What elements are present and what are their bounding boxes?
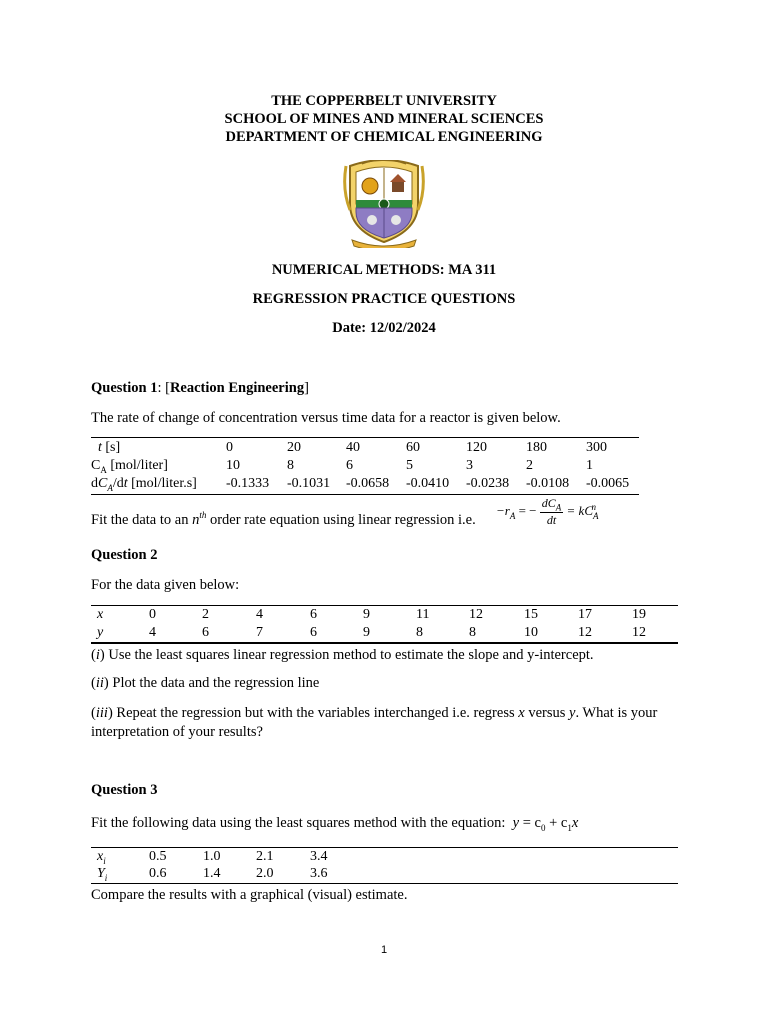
q1-label-dcadt: $dC_A/dt$ [mol/liter.s]: [91, 476, 197, 493]
q2-part-ii: (ii) Plot the data and the regression line: [91, 675, 320, 691]
q1-dcadt-cell: -0.0410: [406, 476, 450, 491]
q1-ca-cell: 5: [406, 458, 413, 473]
q2-y-cell: 6: [310, 625, 317, 640]
q1-t-cell: 300: [586, 440, 607, 455]
q2-x-cell: 2: [202, 607, 209, 622]
q3-label-y: $Y_i$: [97, 866, 108, 883]
date-title: Date: 12/02/2024: [332, 320, 436, 336]
q1-t-cell: 60: [406, 440, 420, 455]
q2-part-i: (i) Use the least squares linear regression method to estimate the slope and y-intercept.: [91, 647, 594, 663]
q1-t-cell: 120: [466, 440, 487, 455]
q2-y-cell: 12: [578, 625, 592, 640]
q2-y-cell: 8: [416, 625, 423, 640]
q1-dcadt-cell: -0.0065: [586, 476, 630, 491]
subject-title: REGRESSION PRACTICE QUESTIONS: [252, 291, 516, 307]
q1-t-cell: 180: [526, 440, 547, 455]
q2-y-cell: 6: [202, 625, 209, 640]
q1-label-t: t [s]: [98, 440, 121, 455]
q2-x-cell: 12: [469, 607, 483, 622]
q2-label-y: y: [97, 625, 104, 640]
q3-y-cell: 0.6: [149, 866, 167, 881]
q1-dcadt-cell: -0.1031: [287, 476, 331, 491]
q1-heading: Question 1: [Reaction Engineering]: [91, 380, 309, 396]
header-school: SCHOOL OF MINES AND MINERAL SCIENCES: [224, 111, 544, 127]
q2-intro: For the data given below:: [91, 577, 240, 593]
q1-ca-cell: 3: [466, 458, 473, 473]
q1-t-cell: 40: [346, 440, 360, 455]
q3-y-cell: 3.6: [310, 866, 328, 881]
q1-dcadt-cell: -0.0108: [526, 476, 570, 491]
q3-y-cell: 2.0: [256, 866, 274, 881]
q3-x-cell: 2.1: [256, 849, 274, 864]
q3-x-cell: 3.4: [310, 849, 328, 864]
q3-x-cell: 0.5: [149, 849, 167, 864]
q1-dcadt-cell: -0.1333: [226, 476, 270, 491]
q2-part-iii-cont: interpretation of your results?: [91, 724, 263, 740]
q1-t-cell: 0: [226, 440, 233, 455]
page-number: 1: [380, 944, 388, 956]
q2-part-iii: (iii) Repeat the regression but with the variables interchanged i.e. regress x versus y. What is your: [91, 705, 658, 721]
q1-ca-cell: 6: [346, 458, 353, 473]
q2-y-cell: 8: [469, 625, 476, 640]
q2-label-x: x: [97, 607, 104, 622]
q3-label-x: $x_i$: [97, 849, 106, 866]
q2-x-cell: 4: [256, 607, 263, 622]
header-university: THE COPPERBELT UNIVERSITY: [271, 93, 497, 109]
q1-ca-cell: 2: [526, 458, 533, 473]
q2-x-cell: 11: [416, 607, 430, 622]
q1-ca-cell: 10: [226, 458, 240, 473]
q3-intro: Fit the following data using the least squares method with the equation: $y = c_0 + c_1x$: [91, 815, 579, 833]
q2-y-cell: 9: [363, 625, 370, 640]
q3-y-cell: 1.4: [203, 866, 221, 881]
q3-x-cell: 1.0: [203, 849, 221, 864]
q2-y-cell: 12: [632, 625, 646, 640]
q2-x-cell: 17: [578, 607, 592, 622]
q2-y-cell: 4: [149, 625, 156, 640]
q1-dcadt-cell: -0.0658: [346, 476, 390, 491]
q1-dcadt-cell: -0.0238: [466, 476, 510, 491]
q2-y-cell: 10: [524, 625, 538, 640]
q3-compare: Compare the results with a graphical (visual) estimate.: [91, 887, 408, 903]
q1-ca-cell: 1: [586, 458, 593, 473]
q1-rate-equation: $-r_A$ = − $\frac{dC_A}{dt}$ = $kC_A^n$: [496, 496, 599, 528]
q2-x-cell: 6: [310, 607, 317, 622]
q1-intro: The rate of change of concentration versus time data for a reactor is given below.: [91, 410, 561, 426]
q2-heading: Question 2: [91, 547, 158, 563]
q3-heading: Question 3: [91, 782, 158, 798]
q1-label-ca: $C_A$ [mol/liter]: [91, 458, 168, 475]
q2-y-cell: 7: [256, 625, 263, 640]
q2-x-cell: 15: [524, 607, 538, 622]
q2-x-cell: 0: [149, 607, 156, 622]
university-crest-icon: [342, 160, 426, 248]
q1-fit-text: Fit the data to an $n^{th}$ order rate equation using linear regression i.e.: [91, 510, 476, 528]
q1-t-cell: 20: [287, 440, 301, 455]
course-title: NUMERICAL METHODS: MA 311: [271, 262, 497, 278]
header-department: DEPARTMENT OF CHEMICAL ENGINEERING: [225, 129, 543, 145]
q2-x-cell: 9: [363, 607, 370, 622]
q2-x-cell: 19: [632, 607, 646, 622]
q1-ca-cell: 8: [287, 458, 294, 473]
